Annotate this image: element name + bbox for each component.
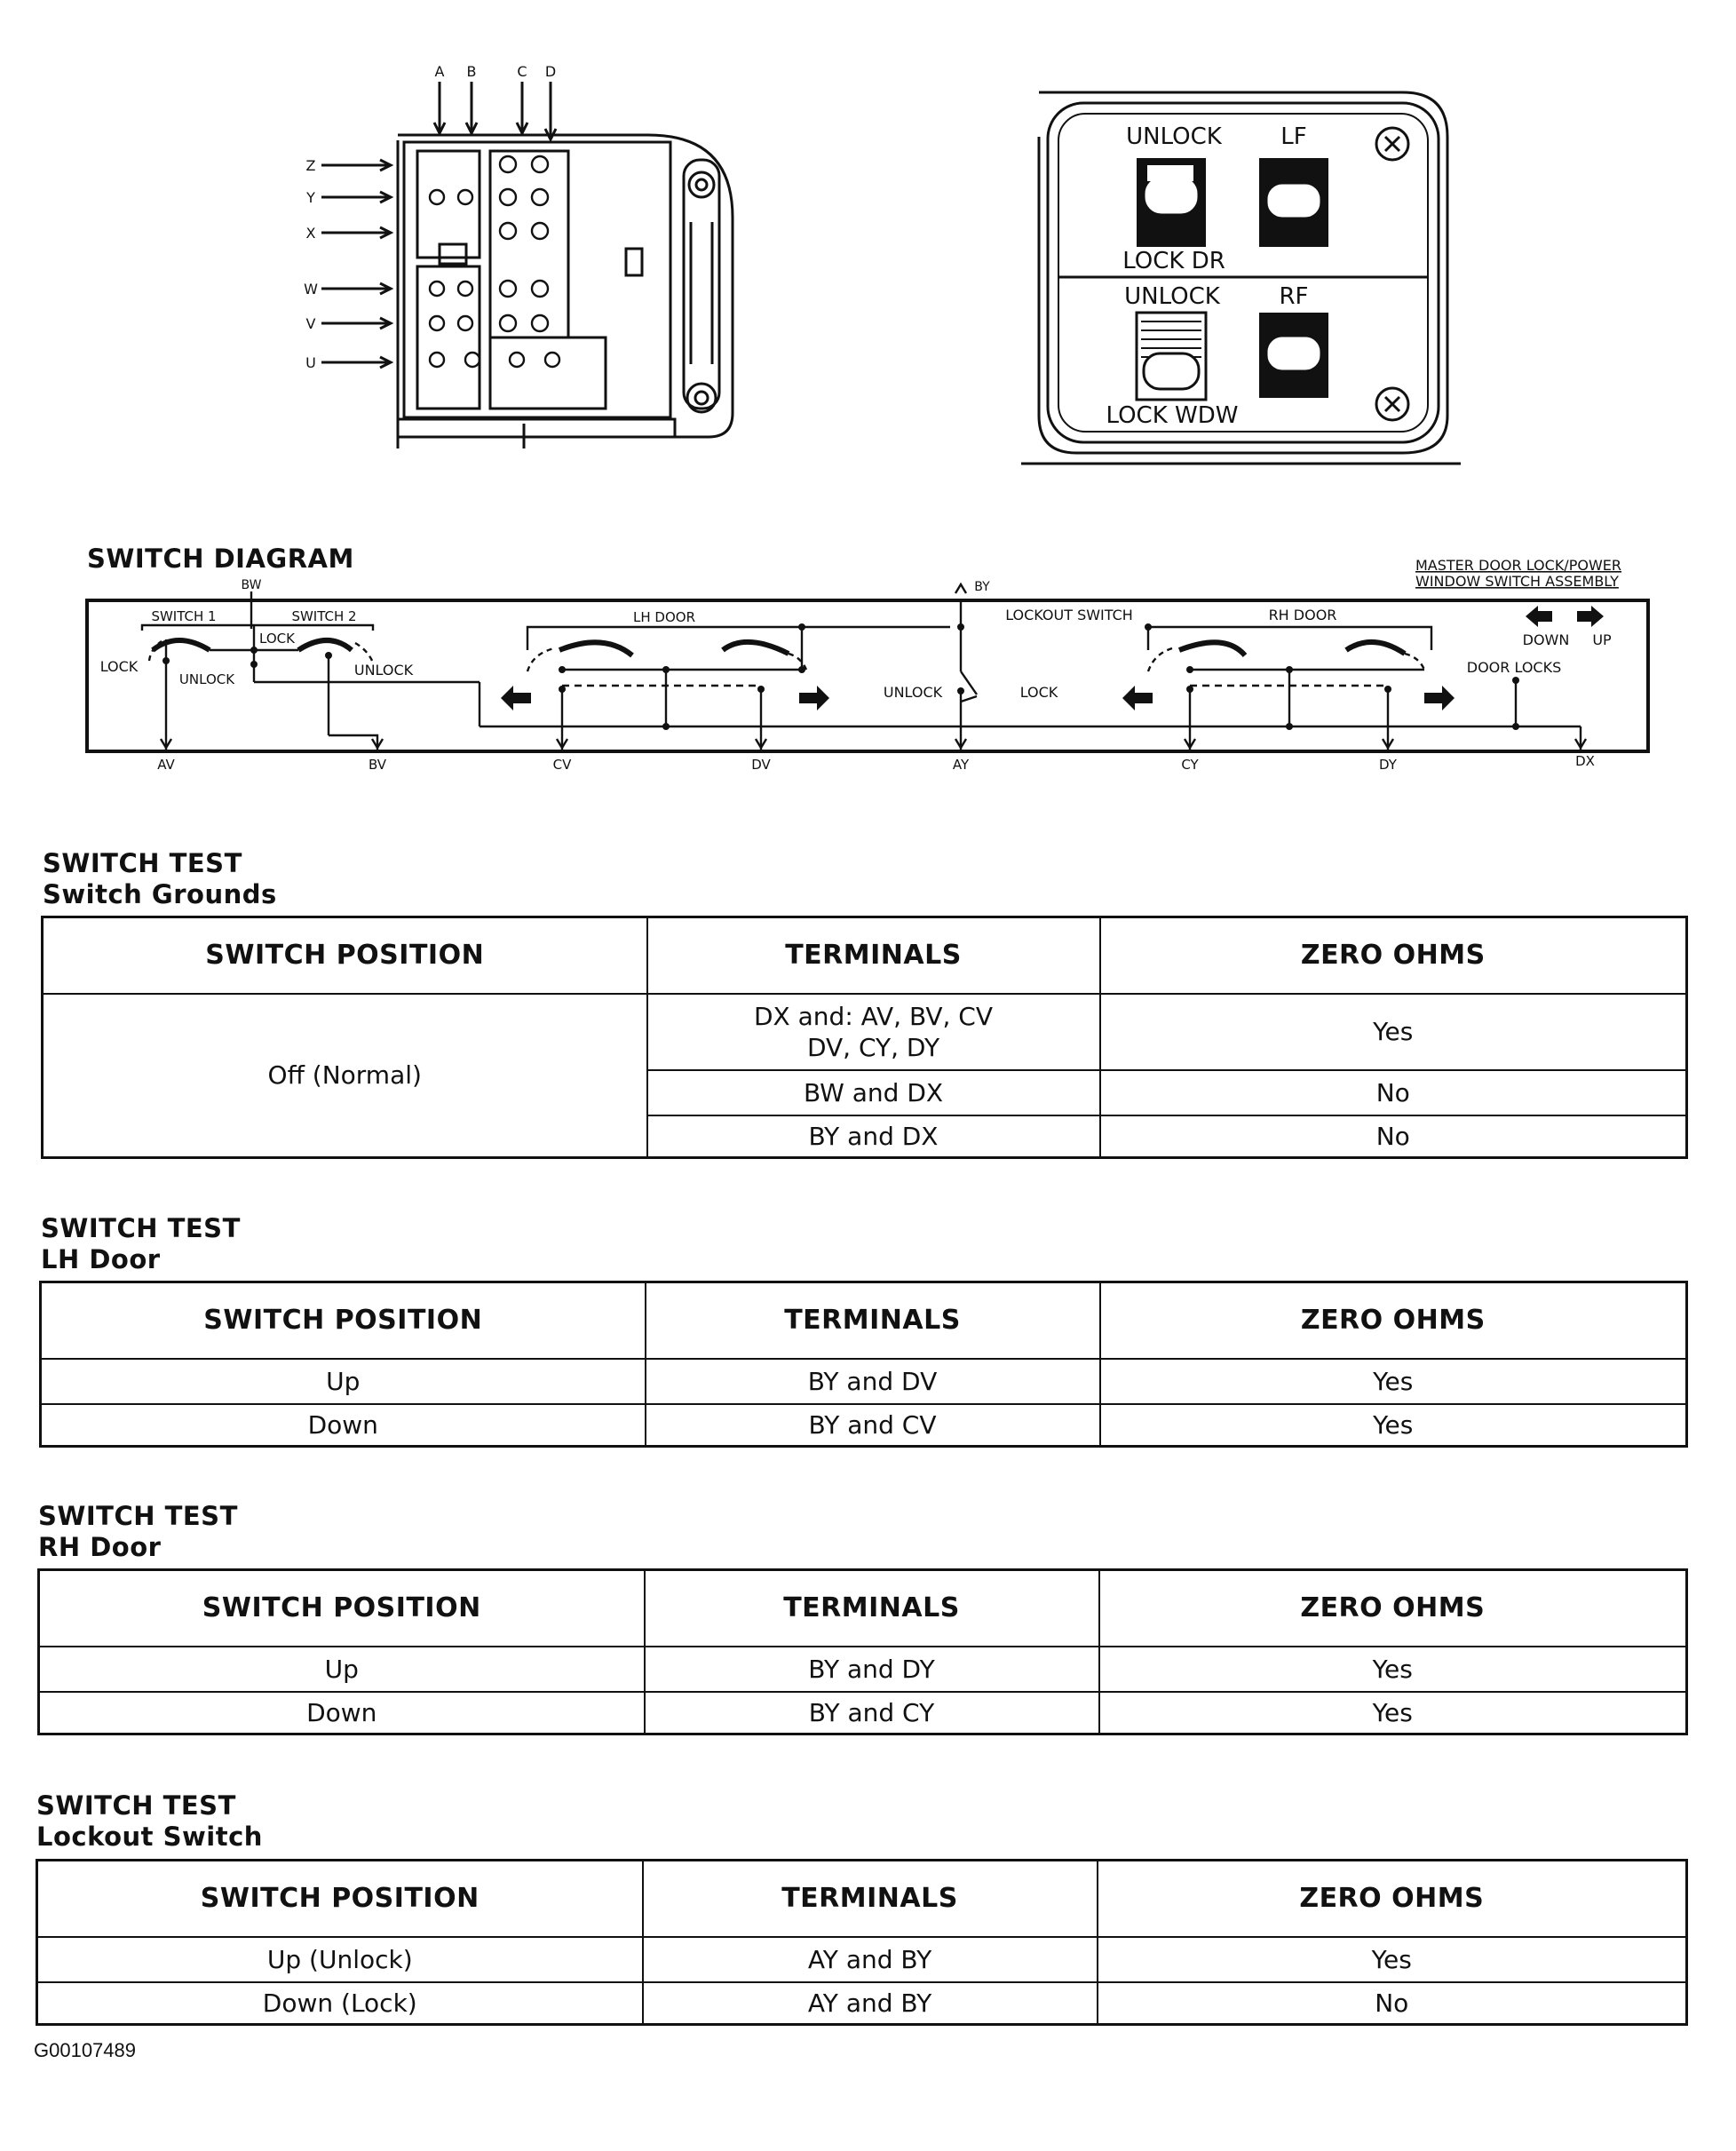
position-cell: Up bbox=[41, 1359, 646, 1404]
figure-id: G00107489 bbox=[34, 2039, 136, 2061]
terminal-label-c: C bbox=[517, 63, 527, 80]
terminals-cell: BY and DX bbox=[647, 1115, 1100, 1158]
col-header-terminals: TERMINALS bbox=[647, 917, 1100, 994]
lockout-switch-table bbox=[36, 1859, 1688, 2026]
up-label: UP bbox=[1592, 631, 1612, 648]
switch2-label: SWITCH 2 bbox=[291, 608, 357, 624]
terminals-cell: BY and CV bbox=[646, 1404, 1100, 1447]
col-header-zero-ohms: ZERO OHMS bbox=[1098, 1861, 1687, 1937]
by-label: BY bbox=[974, 580, 990, 594]
col-header-terminals: TERMINALS bbox=[643, 1861, 1098, 1937]
col-header-position: SWITCH POSITION bbox=[41, 1282, 646, 1359]
panel-unlock-top: UNLOCK bbox=[1126, 123, 1222, 150]
panel-rf-label: RF bbox=[1279, 283, 1309, 310]
col-header-position: SWITCH POSITION bbox=[39, 1570, 645, 1647]
lock-wdw-switch bbox=[1137, 313, 1206, 400]
col-header-zero-ohms: ZERO OHMS bbox=[1100, 917, 1687, 994]
terminal-cy: CY bbox=[1181, 757, 1199, 773]
lh-door-table bbox=[39, 1281, 1688, 1448]
terminals-cell: BW and DX bbox=[647, 1070, 1100, 1115]
switch1-label: SWITCH 1 bbox=[151, 608, 217, 624]
unlock-left-label: UNLOCK bbox=[178, 671, 235, 687]
zero-ohms-cell: No bbox=[1100, 1070, 1687, 1115]
terminal-bv: BV bbox=[368, 757, 387, 773]
table-row bbox=[43, 994, 1687, 1070]
terminal-cv: CV bbox=[552, 757, 572, 773]
table4-subtitle: Lockout Switch bbox=[36, 1822, 263, 1852]
table-row bbox=[39, 1692, 1687, 1734]
position-cell: Down bbox=[39, 1692, 645, 1734]
zero-ohms-cell: Yes bbox=[1098, 1937, 1687, 1982]
terminal-dy: DY bbox=[1379, 757, 1397, 773]
terminal-label-u: U bbox=[305, 354, 316, 371]
terminals-cell: BY and DV bbox=[646, 1359, 1100, 1404]
table2-subtitle: LH Door bbox=[41, 1244, 161, 1274]
unlock-right-label: UNLOCK bbox=[353, 662, 414, 679]
col-header-position: SWITCH POSITION bbox=[37, 1861, 643, 1937]
terminal-label-y: Y bbox=[306, 189, 315, 206]
table2-title bbox=[41, 1213, 241, 1275]
lf-window-switch bbox=[1259, 158, 1328, 247]
zero-ohms-cell: Yes bbox=[1100, 1404, 1687, 1447]
zero-ohms-cell: No bbox=[1098, 1982, 1687, 2025]
rh-door-label: RH DOOR bbox=[1268, 607, 1337, 623]
rf-window-switch bbox=[1259, 313, 1328, 398]
lockout-lock-label: LOCK bbox=[1019, 684, 1058, 701]
table1-title-main: SWITCH TEST bbox=[43, 848, 242, 878]
table3-title-main: SWITCH TEST bbox=[38, 1501, 238, 1531]
position-cell: Off (Normal) bbox=[43, 994, 647, 1158]
zero-ohms-cell: Yes bbox=[1100, 1359, 1687, 1404]
col-header-terminals: TERMINALS bbox=[646, 1282, 1100, 1359]
panel-unlock-bottom: UNLOCK bbox=[1124, 283, 1220, 310]
table3-title bbox=[38, 1501, 238, 1563]
terminals-line1: DX and: AV, BV, CV bbox=[754, 1001, 993, 1031]
terminal-label-v: V bbox=[305, 315, 316, 332]
switch-diagram-title: SWITCH DIAGRAM bbox=[87, 544, 354, 574]
lock-dr-switch bbox=[1137, 158, 1206, 247]
terminal-label-a: A bbox=[434, 63, 445, 80]
position-cell: Up bbox=[39, 1647, 645, 1692]
terminals-cell: BY and DY bbox=[645, 1647, 1099, 1692]
down-label: DOWN bbox=[1522, 631, 1570, 648]
col-header-position: SWITCH POSITION bbox=[43, 917, 647, 994]
connector-illustration bbox=[284, 53, 746, 471]
position-cell: Down (Lock) bbox=[37, 1982, 643, 2025]
table-row bbox=[41, 1359, 1687, 1404]
lockout-switch-label: LOCKOUT SWITCH bbox=[1005, 607, 1133, 623]
assembly-label-line1: MASTER DOOR LOCK/POWER bbox=[1415, 557, 1621, 574]
terminal-dv: DV bbox=[751, 757, 771, 773]
position-cell: Down bbox=[41, 1404, 646, 1447]
switch-panel-illustration bbox=[1021, 80, 1465, 471]
table-row bbox=[39, 1647, 1687, 1692]
zero-ohms-cell: Yes bbox=[1099, 1647, 1687, 1692]
table1-title bbox=[43, 848, 277, 910]
terminal-label-b: B bbox=[466, 63, 477, 80]
terminal-label-w: W bbox=[304, 281, 318, 298]
lockout-unlock-label: UNLOCK bbox=[883, 684, 943, 701]
terminals-line2: DV, CY, DY bbox=[806, 1032, 940, 1062]
assembly-label-line2: WINDOW SWITCH ASSEMBLY bbox=[1415, 573, 1619, 590]
terminals-cell: AY and BY bbox=[643, 1982, 1098, 2025]
lock-left-label: LOCK bbox=[99, 658, 139, 675]
panel-lf-label: LF bbox=[1280, 123, 1307, 150]
position-cell: Up (Unlock) bbox=[37, 1937, 643, 1982]
panel-lock-wdw-label: LOCK WDW bbox=[1106, 402, 1239, 429]
switch-grounds-table bbox=[41, 916, 1688, 1159]
col-header-zero-ohms: ZERO OHMS bbox=[1100, 1282, 1687, 1359]
table-row bbox=[37, 1937, 1687, 1982]
panel-lock-dr-label: LOCK DR bbox=[1122, 248, 1225, 274]
col-header-zero-ohms: ZERO OHMS bbox=[1099, 1570, 1687, 1647]
terminal-ay: AY bbox=[952, 757, 970, 773]
zero-ohms-cell: Yes bbox=[1099, 1692, 1687, 1734]
table2-title-main: SWITCH TEST bbox=[41, 1213, 241, 1243]
terminal-label-d: D bbox=[544, 63, 557, 80]
table-row bbox=[41, 1404, 1687, 1447]
lh-door-label: LH DOOR bbox=[633, 609, 695, 625]
zero-ohms-cell: No bbox=[1100, 1115, 1687, 1158]
table4-title bbox=[36, 1790, 263, 1853]
terminals-cell bbox=[647, 994, 1100, 1070]
table3-subtitle: RH Door bbox=[38, 1532, 162, 1562]
terminal-label-z: Z bbox=[305, 157, 316, 174]
door-locks-label: DOOR LOCKS bbox=[1466, 659, 1562, 676]
terminal-dx: DX bbox=[1575, 753, 1595, 769]
table-row bbox=[37, 1982, 1687, 2025]
table4-title-main: SWITCH TEST bbox=[36, 1790, 236, 1821]
table1-subtitle: Switch Grounds bbox=[43, 879, 277, 909]
terminals-cell: BY and CY bbox=[645, 1692, 1099, 1734]
terminal-av: AV bbox=[157, 757, 175, 773]
zero-ohms-cell: Yes bbox=[1100, 994, 1687, 1070]
bw-label: BW bbox=[241, 578, 262, 592]
terminals-cell: AY and BY bbox=[643, 1937, 1098, 1982]
switch-schematic bbox=[0, 551, 1736, 782]
col-header-terminals: TERMINALS bbox=[645, 1570, 1099, 1647]
rh-door-table bbox=[37, 1568, 1688, 1735]
lock-top-label: LOCK bbox=[259, 631, 295, 647]
terminal-label-x: X bbox=[305, 225, 316, 242]
